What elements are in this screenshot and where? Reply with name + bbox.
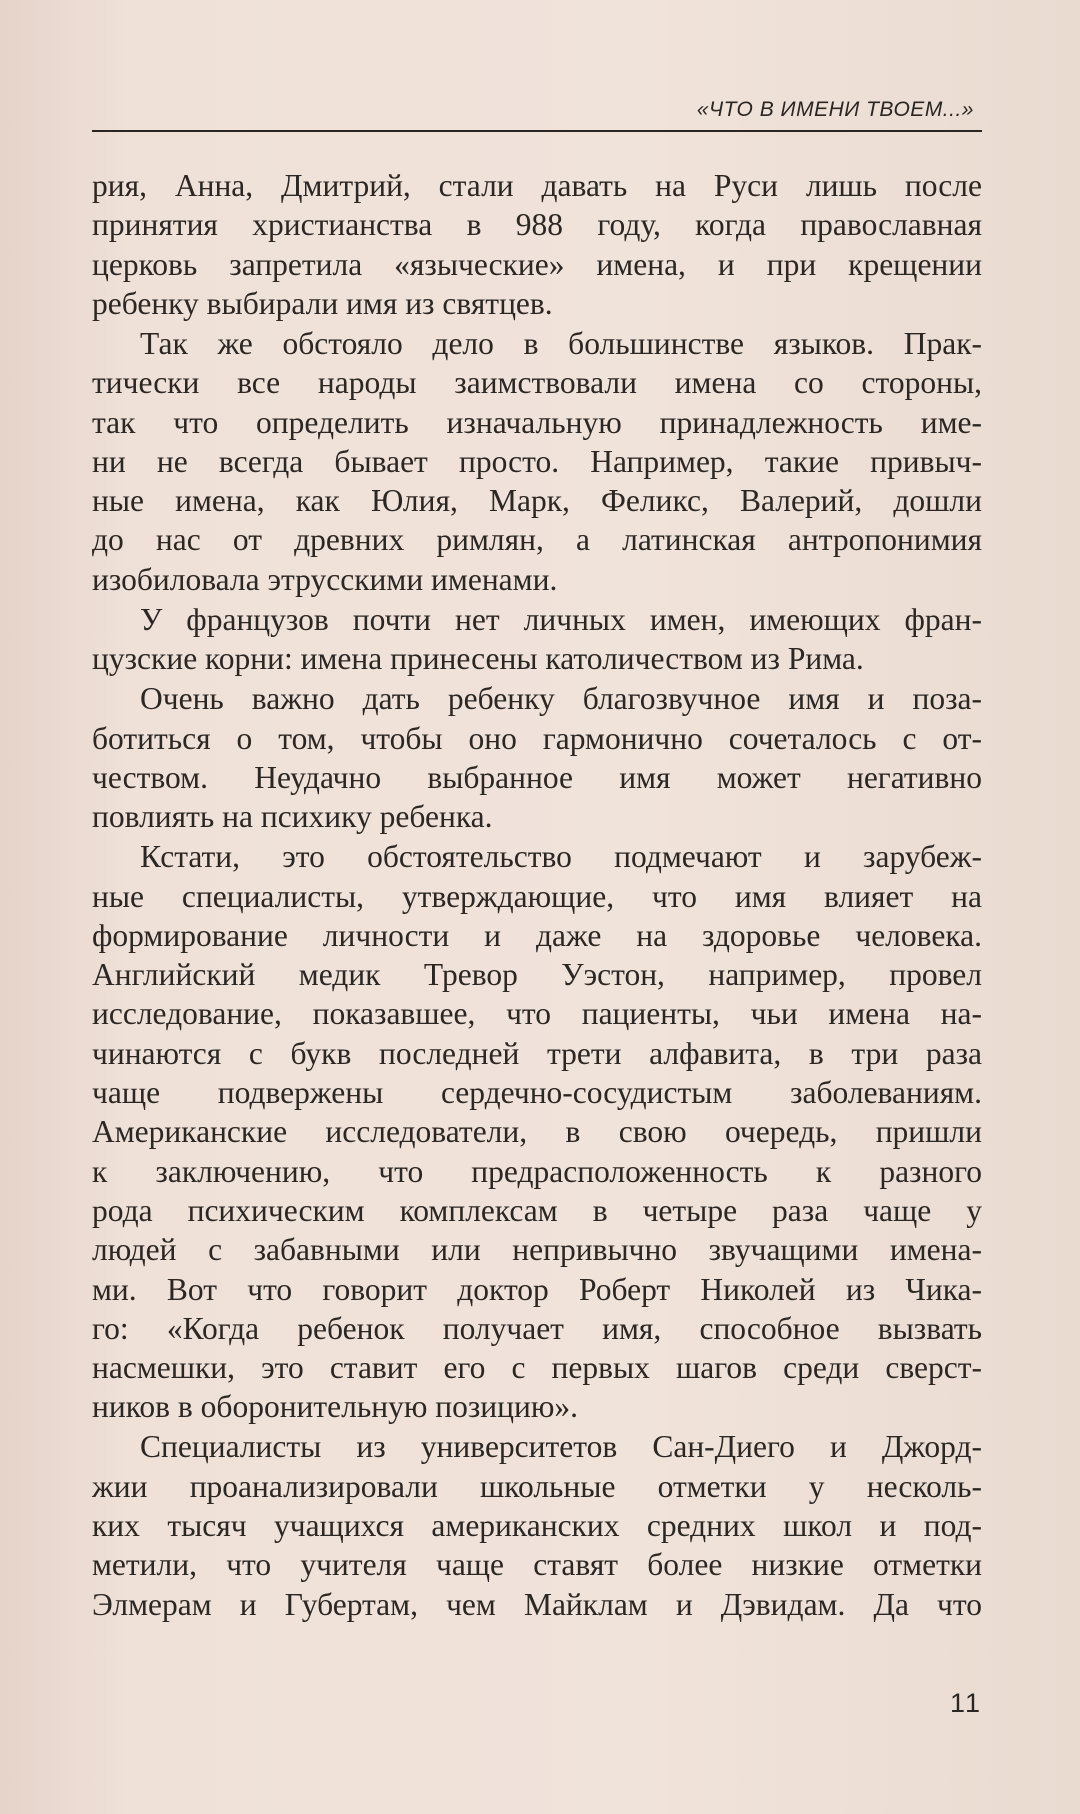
text-line: ные имена, как Юлия, Марк, Феликс, Валерий, дошли	[92, 483, 982, 519]
text-line: метили, что учителя чаще ставят более низкие отметки	[92, 1547, 982, 1583]
text-line: рия, Анна, Дмитрий, стали давать на Руси лишь после	[92, 168, 982, 203]
text-line: до нас от древних римлян, а латинская антропонимия	[92, 522, 982, 558]
text-line: ни не всегда бывает просто. Например, такие привыч-	[92, 443, 982, 479]
text-line: ников в оборонительную позицию».	[92, 1389, 579, 1425]
paragraph	[92, 1427, 982, 1623]
text-line: Английский медик Тревор Уэстон, например, провел	[92, 957, 982, 993]
page-number: 11	[949, 1688, 982, 1718]
text-line: изобиловала этрусскими именами.	[92, 561, 558, 597]
text-line: жии проанализировали школьные отметки у несколь-	[92, 1468, 982, 1504]
text-line: Американские исследователи, в свою очередь, пришли	[92, 1114, 982, 1150]
text-line: чеством. Неудачно выбранное имя может негативно	[92, 759, 982, 795]
running-head	[92, 96, 982, 132]
text-line: чаще подвержены сердечно-сосудистым заболеваниям.	[92, 1075, 982, 1111]
text-line: Кстати, это обстоятельство подмечают и зарубеж-	[140, 839, 982, 875]
text-line: церковь запретила «языческие» имена, и при крещении	[92, 246, 982, 282]
text-line: цузские корни: имена принесены католичеством из Рима.	[92, 641, 864, 677]
text-line: Очень важно дать ребенку благозвучное имя и поза-	[140, 681, 982, 717]
paragraph	[92, 166, 982, 323]
body-text	[92, 166, 982, 1625]
text-line: рода психическим комплексам в четыре раза чаще у	[92, 1192, 982, 1228]
text-line: ких тысяч учащихся американских средних школ и под-	[92, 1508, 982, 1544]
text-line: Специалисты из университетов Сан-Диего и Джорд-	[140, 1429, 982, 1465]
text-line: повлиять на психику ребенка.	[92, 799, 493, 835]
text-line: ребенку выбирали имя из святцев.	[92, 285, 553, 321]
paragraph	[92, 324, 982, 599]
text-line: так что определить изначальную принадлежность име-	[92, 404, 982, 440]
text-line: чинаются с букв последней трети алфавита, в три раза	[92, 1035, 982, 1071]
text-line: ми. Вот что говорит доктор Роберт Николей из Чика-	[92, 1271, 982, 1307]
text-line: формирование личности и даже на здоровье человека.	[92, 917, 982, 953]
text-line: принятия христианства в 988 году, когда православная	[92, 207, 982, 243]
text-line: ные специалисты, утверждающие, что имя влияет на	[92, 878, 982, 914]
paragraph	[92, 679, 982, 836]
text-line: исследование, показавшее, что пациенты, чьи имена на-	[92, 996, 982, 1032]
text-line: Элмерам и Губертам, чем Майклам и Дэвидам. Да что	[92, 1586, 982, 1622]
text-line: людей с забавными или непривычно звучащими имена-	[92, 1232, 982, 1268]
paragraph	[92, 600, 982, 679]
text-line: тически все народы заимствовали имена со стороны,	[92, 365, 982, 401]
text-line: насмешки, это ставит его с первых шагов среди сверст-	[92, 1350, 982, 1386]
text-line: ботиться о том, чтобы оно гармонично сочеталось с от-	[92, 720, 982, 756]
running-head-title: «ЧТО В ИМЕНИ ТВОЕМ...»	[696, 98, 974, 121]
text-line: го: «Когда ребенок получает имя, способное вызвать	[92, 1310, 982, 1346]
text-line: к заключению, что предрасположенность к разного	[92, 1153, 982, 1189]
paragraph	[92, 837, 982, 1426]
text-line: У французов почти нет личных имен, имеющих фран-	[140, 601, 982, 637]
text-line: Так же обстояло дело в большинстве языков. Прак-	[140, 325, 982, 361]
